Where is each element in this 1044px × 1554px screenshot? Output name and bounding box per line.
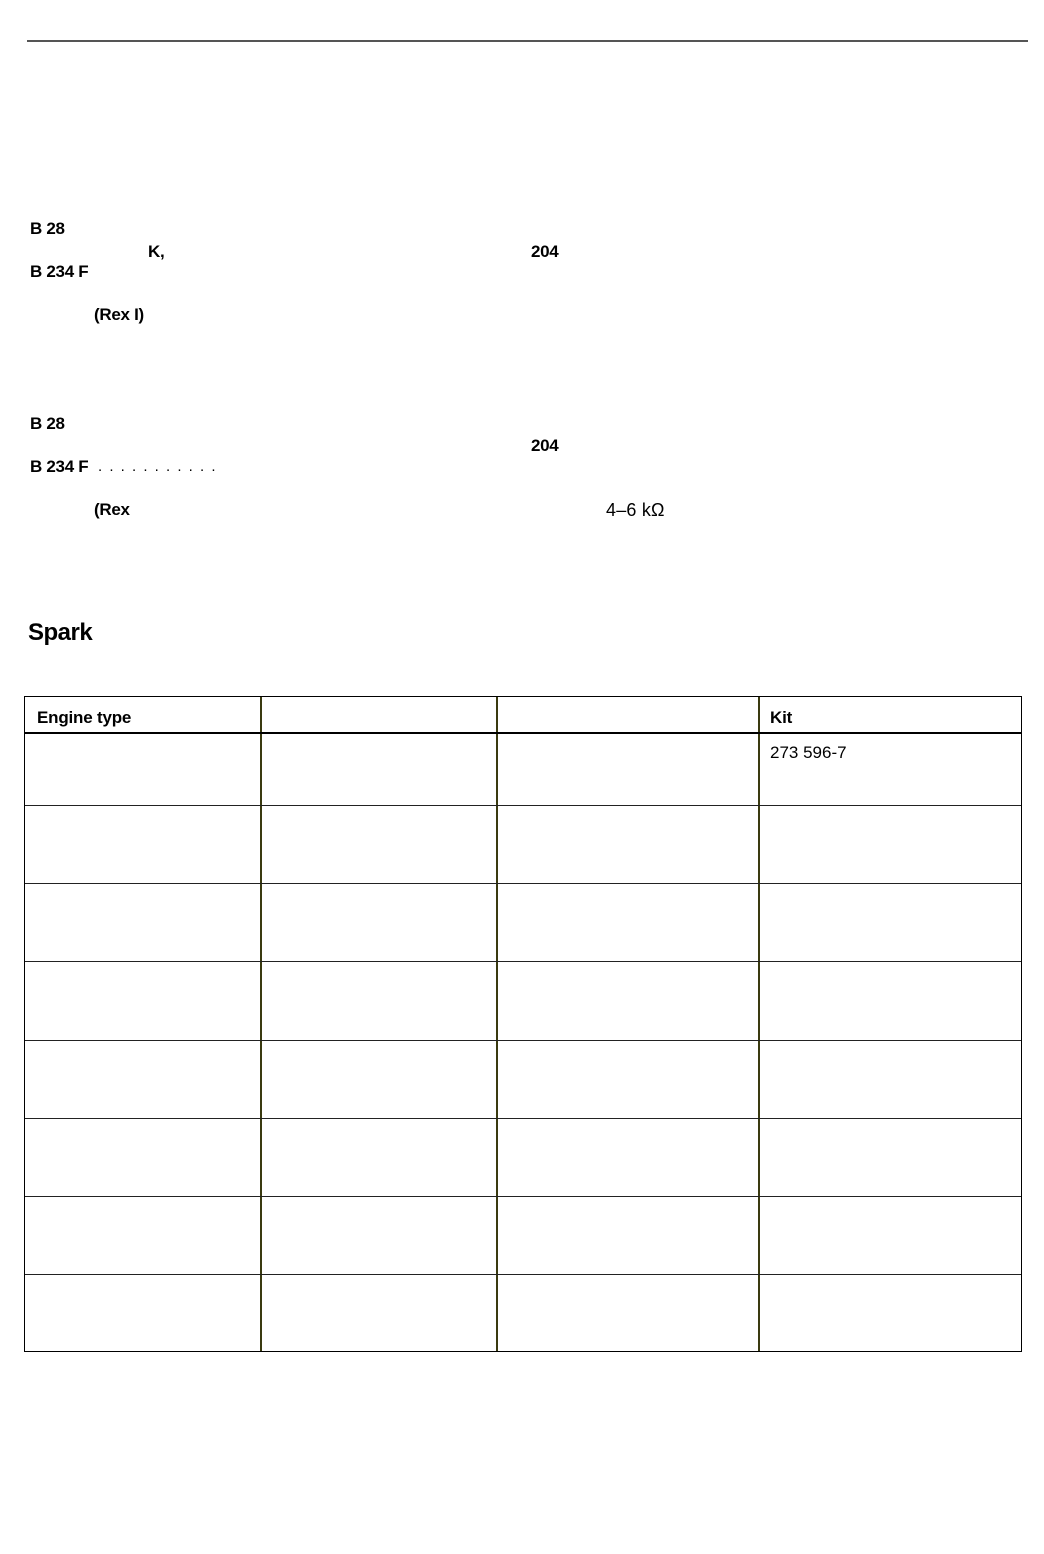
engine-b234f-label-2: B 234 F <box>30 457 89 476</box>
reference-number-2: 204 <box>531 436 559 455</box>
reference-number: 204 <box>531 242 559 261</box>
resistance-value: 4–6 kΩ <box>606 500 665 520</box>
engine-b28-label-2: B 28 <box>30 414 65 433</box>
engine-b234f-label: B 234 F <box>30 262 89 281</box>
row-divider <box>25 805 1021 806</box>
column-divider <box>260 697 262 1351</box>
row-divider <box>25 1274 1021 1275</box>
engine-variant-k-label: K, <box>148 242 165 261</box>
kit-number: 273 596-7 <box>770 743 847 762</box>
rex-label: (Rex I) <box>94 305 144 324</box>
row-divider <box>25 1196 1021 1197</box>
row-divider <box>25 1118 1021 1119</box>
row-divider <box>25 961 1021 962</box>
top-rule <box>27 40 1028 42</box>
row-divider <box>25 1040 1021 1041</box>
column-divider <box>496 697 498 1351</box>
row-divider <box>25 732 1021 734</box>
section-title: Spark <box>28 619 93 646</box>
row-divider <box>25 883 1021 884</box>
leader-dots: . . . . . . . . . . . <box>98 458 218 475</box>
engine-b28-label: B 28 <box>30 219 65 238</box>
spark-plug-table <box>24 696 1022 1352</box>
column-divider <box>758 697 760 1351</box>
header-engine-type: Engine type <box>37 708 132 727</box>
header-kit: Kit <box>770 708 793 727</box>
rex-label-2: (Rex <box>94 500 130 519</box>
